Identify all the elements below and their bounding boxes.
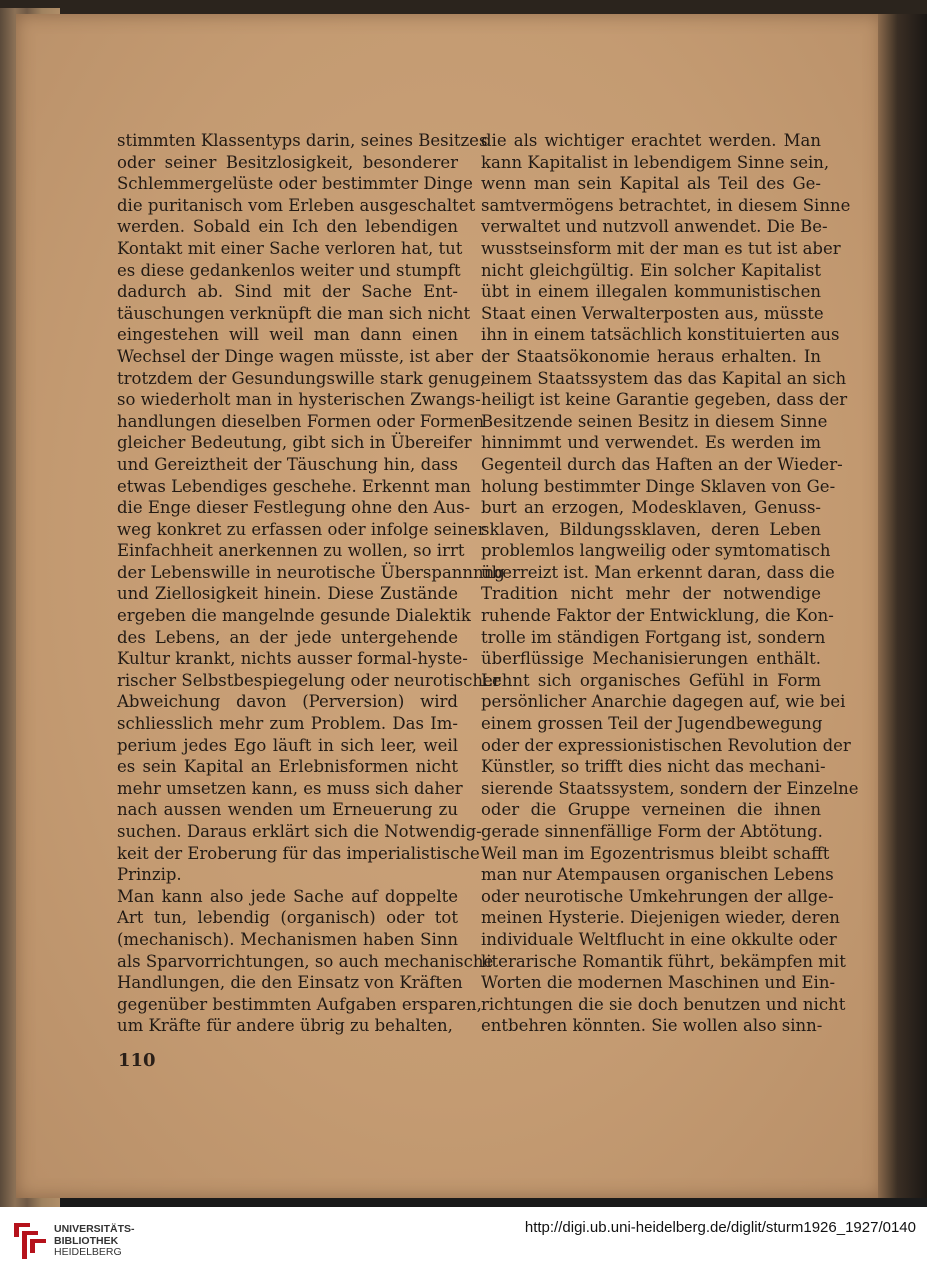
viewer-footer bbox=[0, 1207, 927, 1273]
text-line: übt in einem illegalen kommunistischen bbox=[481, 282, 821, 302]
text-line: richtungen die sie doch benutzen und nicht bbox=[481, 994, 846, 1014]
document-url[interactable]: http://digi.ub.uni-heidelberg.de/diglit/sturm1926_1927/0140 bbox=[524, 1219, 916, 1236]
left-text-column bbox=[117, 130, 505, 1037]
text-line: problemlos langweilig oder symtomatisch bbox=[481, 541, 831, 561]
text-line: Handlungen, die den Einsatz von Kräften bbox=[117, 973, 463, 993]
text-line: Tradition nicht mehr der notwendige bbox=[481, 584, 821, 604]
text-line: ergeben die mangelnde gesunde Dialektik bbox=[117, 606, 471, 626]
text-line: als Sparvorrichtungen, so auch mechanische bbox=[117, 951, 494, 971]
book-gutter bbox=[878, 14, 927, 1198]
text-line: Gegenteil durch das Haften an der Wieder- bbox=[481, 454, 843, 474]
text-line: Art tun, lebendig (organisch) oder tot bbox=[117, 908, 458, 928]
text-line: holung bestimmter Dinge Sklaven von Ge- bbox=[481, 476, 836, 496]
text-line: keit der Eroberung für das imperialistische bbox=[117, 843, 480, 863]
text-line: suchen. Daraus erklärt sich die Notwendig- bbox=[117, 822, 482, 841]
text-line: die als wichtiger erachtet werden. Man bbox=[481, 131, 821, 150]
text-line: schliesslich mehr zum Problem. Das Im- bbox=[117, 714, 458, 734]
library-name-line-2: BIBLIOTHEK bbox=[54, 1234, 119, 1247]
text-line: des Lebens, an der jede untergehende bbox=[117, 627, 458, 647]
text-line: verwaltet und nutzvoll anwendet. Die Be- bbox=[481, 217, 828, 237]
text-line: entbehren könnten. Sie wollen also sinn- bbox=[481, 1016, 823, 1036]
text-line: überflüssige Mechanisierungen enthält. bbox=[481, 649, 821, 669]
text-line: sklaven, Bildungssklaven, deren Leben bbox=[481, 519, 821, 539]
text-line: Besitzende seinen Besitz in diesem Sinne bbox=[481, 411, 828, 431]
text-line: oder seiner Besitzlosigkeit, besonderer bbox=[117, 152, 458, 172]
text-line: kann Kapitalist in lebendigem Sinne sein, bbox=[481, 152, 830, 172]
text-line: eingestehen will weil man dann einen bbox=[117, 325, 458, 345]
text-line: Abweichung davon (Perversion) wird bbox=[117, 692, 458, 712]
text-line: stimmten Klassentyps darin, seines Besitzes bbox=[117, 131, 488, 150]
text-line: handlungen dieselben Formen oder Formen bbox=[117, 411, 485, 431]
text-line: Kultur krankt, nichts ausser formal-hyste- bbox=[117, 649, 468, 669]
text-line: wenn man sein Kapital als Teil des Ge- bbox=[481, 174, 821, 194]
text-line: so wiederholt man in hysterischen Zwangs- bbox=[117, 390, 481, 410]
text-line: persönlicher Anarchie dagegen auf, wie bei bbox=[481, 692, 846, 712]
text-line: überreizt ist. Man erkennt daran, dass die bbox=[481, 562, 835, 582]
text-line: gerade sinnenfällige Form der Abtötung. bbox=[481, 822, 823, 841]
page-number: 110 bbox=[118, 1050, 156, 1071]
text-line: der Lebenswille in neurotische Überspannnng bbox=[117, 562, 505, 582]
text-line: täuschungen verknüpft die man sich nicht bbox=[117, 303, 471, 323]
text-line: und Ziellosigkeit hinein. Diese Zustände bbox=[117, 584, 458, 604]
library-name-line-1: UNIVERSITÄTS- bbox=[54, 1223, 135, 1235]
text-line: es sein Kapital an Erlebnisformen nicht bbox=[117, 757, 458, 777]
text-line: Künstler, so trifft dies nicht das mechani- bbox=[481, 757, 826, 777]
right-text-column bbox=[481, 130, 859, 1037]
text-line: trotzdem der Gesundungswille stark genug, bbox=[117, 368, 486, 388]
text-line: samtvermögens betrachtet, in diesem Sinne bbox=[481, 195, 851, 215]
text-line: oder der expressionistischen Revolution der bbox=[481, 735, 851, 755]
text-line: perium jedes Ego läuft in sich leer, weil bbox=[117, 735, 458, 755]
text-line: gegenüber bestimmten Aufgaben ersparen, bbox=[117, 994, 482, 1014]
university-library-logo-icon[interactable] bbox=[10, 1217, 52, 1263]
text-line: ruhende Faktor der Entwicklung, die Kon- bbox=[481, 606, 834, 626]
text-line: die puritanisch vom Erleben ausgeschaltet bbox=[117, 195, 476, 215]
text-line: wusstseinsform mit der man es tut ist aber bbox=[481, 238, 841, 258]
text-line: Schlemmergelüste oder bestimmter Dinge bbox=[117, 174, 473, 194]
text-line: oder neurotische Umkehrungen der allge- bbox=[481, 886, 834, 906]
text-line: einem grossen Teil der Jugendbewegung bbox=[481, 714, 823, 734]
text-line: individuale Weltflucht in eine okkulte oder bbox=[481, 929, 837, 949]
text-line: und Gereiztheit der Täuschung hin, dass bbox=[117, 454, 458, 474]
text-line: um Kräfte für andere übrig zu behalten, bbox=[117, 1016, 453, 1036]
text-line: nach aussen wenden um Erneuerung zu bbox=[117, 800, 458, 820]
text-line: man nur Atempausen organischen Lebens bbox=[481, 865, 834, 885]
text-line: hinnimmt und verwendet. Es werden im bbox=[481, 433, 821, 453]
text-line: oder die Gruppe verneinen die ihnen bbox=[481, 800, 821, 820]
text-line: werden. Sobald ein Ich den lebendigen bbox=[117, 217, 458, 237]
text-line: Prinzip. bbox=[117, 865, 182, 885]
text-line: Worten die modernen Maschinen und Ein- bbox=[481, 973, 836, 993]
text-line: rischer Selbstbespiegelung oder neurotischer bbox=[117, 670, 501, 690]
library-name[interactable] bbox=[54, 1224, 135, 1259]
text-line: Weil man im Egozentrismus bleibt schafft bbox=[481, 843, 830, 863]
text-line: etwas Lebendiges geschehe. Erkennt man bbox=[117, 476, 471, 496]
text-line: weg konkret zu erfassen oder infolge seiner bbox=[117, 519, 486, 539]
text-line: sierende Staatssystem, sondern der Einzelne bbox=[481, 778, 859, 798]
library-name-line-3: HEIDELBERG bbox=[54, 1246, 122, 1258]
text-line: mehr umsetzen kann, es muss sich daher bbox=[117, 778, 463, 798]
text-line: die Enge dieser Festlegung ohne den Aus- bbox=[117, 498, 471, 518]
text-line: Man kann also jede Sache auf doppelte bbox=[117, 886, 458, 906]
text-line: einem Staatssystem das das Kapital an sich bbox=[481, 368, 847, 388]
text-line: ihn in einem tatsächlich konstituierten aus bbox=[481, 325, 840, 345]
text-line: meinen Hysterie. Diejenigen wieder, deren bbox=[481, 908, 840, 928]
text-line: trolle im ständigen Fortgang ist, sondern bbox=[481, 627, 826, 647]
text-line: Lehnt sich organisches Gefühl in Form bbox=[481, 670, 821, 690]
text-line: nicht gleichgültig. Ein solcher Kapitalist bbox=[481, 260, 821, 280]
text-line: Wechsel der Dinge wagen müsste, ist aber bbox=[117, 346, 474, 366]
text-line: heiligt ist keine Garantie gegeben, dass der bbox=[481, 390, 848, 410]
text-line: es diese gedankenlos weiter und stumpft bbox=[117, 260, 461, 280]
text-line: burt an erzogen, Modesklaven, Genuss- bbox=[481, 498, 821, 518]
text-line: gleicher Bedeutung, gibt sich in Übereifer bbox=[117, 433, 472, 453]
text-line: Staat einen Verwalterposten aus, müsste bbox=[481, 303, 824, 323]
text-line: (mechanisch). Mechanismen haben Sinn bbox=[117, 929, 458, 949]
text-line: Einfachheit anerkennen zu wollen, so irrt bbox=[117, 541, 465, 561]
text-line: Kontakt mit einer Sache verloren hat, tut bbox=[117, 238, 463, 258]
text-line: dadurch ab. Sind mit der Sache Ent- bbox=[117, 282, 458, 302]
text-line: der Staatsökonomie heraus erhalten. In bbox=[481, 346, 821, 366]
text-line: literarische Romantik führt, bekämpfen mit bbox=[481, 951, 846, 971]
book-top-edge bbox=[0, 0, 927, 14]
